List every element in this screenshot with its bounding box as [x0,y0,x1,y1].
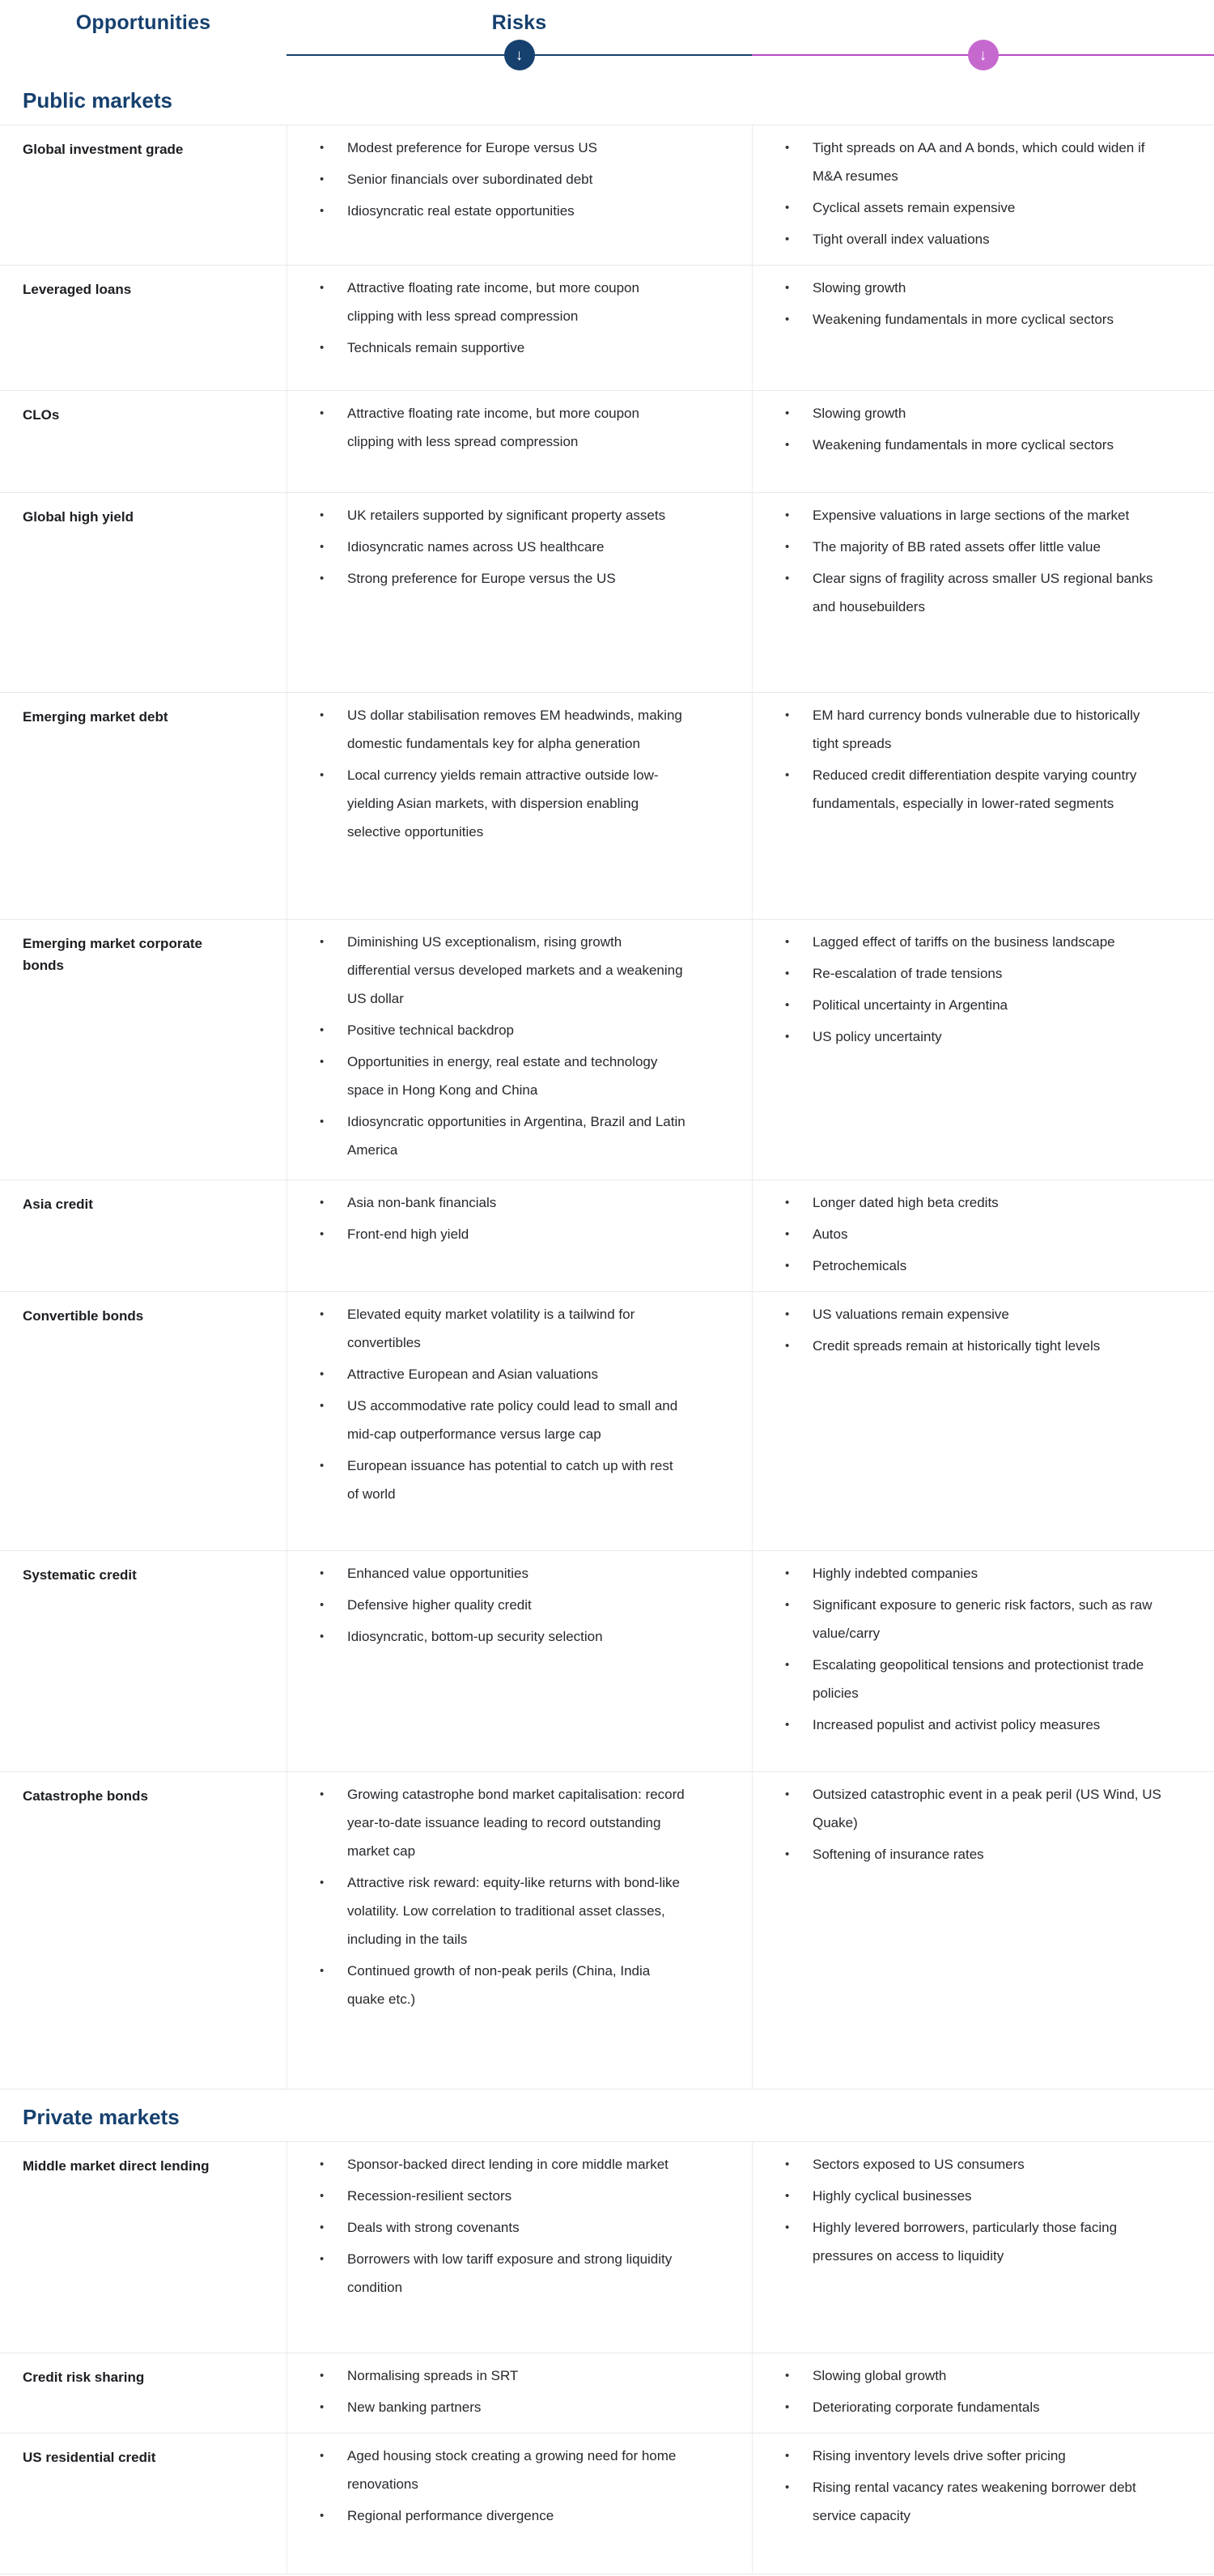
table-row-emerging-market-corporate-bonds [0,919,1214,1180]
bullet-dot-icon: • [320,508,325,522]
opportunities-bullet-item [287,1780,687,1865]
bullet-dot-icon: • [320,540,325,554]
row-label: Systematic credit [23,1567,137,1583]
bullet-dot-icon: • [785,201,790,215]
bullet-dot-icon: • [785,508,790,522]
risks-bullet-item [753,2442,1162,2470]
bullet-dot-icon: • [785,935,790,949]
opportunities-bullet-item [287,1188,687,1217]
opportunities-bullet-text: Idiosyncratic real estate opportunities [347,203,575,219]
risks-bullet-text: Highly cyclical businesses [813,2188,972,2204]
bullet-dot-icon: • [320,2400,325,2414]
header-spacer [752,8,1214,37]
table-row-convertible-bonds [0,1291,1214,1550]
risks-bullet-text: Credit spreads remain at historically tight levels [813,1338,1101,1354]
opportunities-bullet-item [287,701,687,758]
risks-bullet-item [753,1022,1162,1051]
bullet-dot-icon: • [785,1598,790,1612]
risks-bullet-text: Outsized catastrophic event in a peak peril (US Wind, US Quake) [813,1787,1161,1830]
bullet-dot-icon: • [785,1030,790,1044]
risks-bullet-text: The majority of BB rated assets offer little value [813,539,1101,555]
opportunities-bullet-text: US accommodative rate policy could lead to small and mid-cap outperformance versus large cap [347,1398,678,1442]
opportunities-bullet-text: Regional performance divergence [347,2508,554,2523]
bullet-dot-icon: • [785,1339,790,1353]
risks-bullet-item [753,991,1162,1019]
bullet-dot-icon: • [320,1023,325,1037]
opportunities-bullet-text: New banking partners [347,2400,482,2415]
opportunities-bullet-text: Opportunities in energy, real estate and technology space in Hong Kong and China [347,1054,658,1098]
opportunities-bullet-text: Attractive floating rate income, but more coupon clipping with less spread compression [347,406,639,449]
section-title: Public markets [23,88,172,113]
opportunities-bullet-item [287,761,687,846]
risks-bullet-item [753,761,1162,818]
risks-bullet-text: Deteriorating corporate fundamentals [813,2400,1040,2415]
opportunities-bullet-item [287,1300,687,1357]
opportunities-bullet-item [287,165,687,193]
bullet-dot-icon: • [320,1459,325,1473]
risks-bullet-item [753,501,1162,529]
bullet-dot-icon: • [785,572,790,585]
risks-bullet-text: Slowing growth [813,280,906,295]
column-header [0,0,1214,73]
opportunities-bullet-text: Idiosyncratic, bottom-up security selection [347,1629,603,1644]
bullet-dot-icon: • [320,935,325,949]
bullet-dot-icon: • [785,438,790,452]
opportunities-list [287,693,752,857]
risks-bullet-text: Reduced credit differentiation despite varying country fundamentals, especially in lower-rated segments [813,767,1137,811]
opportunities-bullet-item [287,1957,687,2013]
risks-bullet-text: Clear signs of fragility across smaller US regional banks and housebuilders [813,571,1153,614]
opportunities-bullet-text: Growing catastrophe bond market capitalisation: record year-to-date issuance leading to record outstanding market cap [347,1787,685,1859]
risks-bullet-text: EM hard currency bonds vulnerable due to historically tight spreads [813,708,1140,751]
risks-cell-middle-market-direct-lending [752,2142,1214,2353]
opportunities-bullet-item [287,1048,687,1104]
opportunities-bullet-item [287,1622,687,1651]
opportunities-bullet-text: Local currency yields remain attractive outside low-yielding Asian markets, with dispersion enabling selective opportunities [347,767,659,840]
risks-list [753,391,1214,470]
risks-bullet-text: Escalating geopolitical tensions and protectionist trade policies [813,1657,1144,1701]
table-row-systematic-credit [0,1550,1214,1771]
opportunities-cell-convertible-bonds [287,1292,752,1550]
bullet-dot-icon: • [785,2480,790,2494]
opportunities-bullet-item [287,928,687,1013]
markets-table [0,73,1214,2574]
risks-list [753,1292,1214,1371]
opportunities-bullet-text: Modest preference for Europe versus US [347,140,597,155]
opportunities-bullet-item [287,2182,687,2210]
risks-list [753,1772,1214,1880]
risks-cell-emerging-market-corporate-bonds [752,920,1214,1180]
table-row-global-high-yield [0,492,1214,692]
risks-bullet-item [753,1651,1162,1707]
section-title: Private markets [0,2089,1214,2141]
risks-bullet-item [753,1252,1162,1280]
risks-list [753,2353,1214,2433]
bullet-dot-icon: • [320,1307,325,1321]
opportunities-bullet-text: European issuance has potential to catch up with rest of world [347,1458,673,1502]
opportunities-column-title: Opportunities [75,11,211,34]
risks-bullet-text: Weakening fundamentals in more cyclical sectors [813,437,1114,453]
opportunities-bullet-text: Positive technical backdrop [347,1022,515,1038]
risks-bullet-item [753,2182,1162,2210]
opportunities-list [287,391,752,467]
risks-cell-global-high-yield [752,493,1214,692]
opportunities-bullet-text: Sponsor-backed direct lending in core middle market [347,2157,669,2172]
risks-list [753,1180,1214,1291]
opportunities-bullet-item [287,274,687,330]
risks-bullet-text: US valuations remain expensive [813,1307,1009,1322]
opportunities-bullet-text: Attractive risk reward: equity-like returns with bond-like volatility. Low correlation to traditional asset classes, including in the tails [347,1875,680,1947]
risks-bullet-text: Cyclical assets remain expensive [813,200,1016,215]
bullet-dot-icon: • [320,141,325,155]
risks-cell-clos [752,391,1214,492]
bullet-dot-icon: • [320,768,325,782]
opportunities-bullet-item [287,1220,687,1248]
risks-list [753,493,1214,632]
risks-bullet-item [753,2150,1162,2179]
row-label: CLOs [23,407,60,423]
bullet-dot-icon: • [785,2369,790,2383]
risks-bullet-text: Rising inventory levels drive softer pricing [813,2448,1066,2463]
opportunities-cell-us-residential-credit [287,2434,752,2574]
opportunities-bullet-item [287,501,687,529]
opportunities-bullet-item [287,1107,687,1164]
row-label: Middle market direct lending [23,2158,210,2174]
bullet-dot-icon: • [785,540,790,554]
opportunities-bullet-text: Asia non-bank financials [347,1195,497,1210]
risks-bullet-text: Sectors exposed to US consumers [813,2157,1025,2172]
opportunities-bullet-text: Deals with strong covenants [347,2220,520,2235]
bullet-dot-icon: • [785,1787,790,1801]
bullet-dot-icon: • [785,1259,790,1273]
risks-bullet-text: Expensive valuations in large sections of the market [813,508,1130,523]
bullet-dot-icon: • [320,2157,325,2171]
risks-bullet-text: Re-escalation of trade tensions [813,966,1003,981]
risks-bullet-text: US policy uncertainty [813,1029,942,1044]
row-label: Catastrophe bonds [23,1788,148,1804]
opportunities-bullet-item [287,334,687,362]
risks-cell-asia-credit [752,1180,1214,1291]
opportunities-cell-credit-risk-sharing [287,2353,752,2433]
risks-bullet-item [753,1300,1162,1328]
bullet-dot-icon: • [785,1196,790,1209]
table-row-global-investment-grade [0,125,1214,265]
bullet-dot-icon: • [785,2221,790,2234]
bullet-dot-icon: • [785,1307,790,1321]
opportunities-bullet-text: Idiosyncratic opportunities in Argentina, Brazil and Latin America [347,1114,686,1158]
risks-bullet-item [753,193,1162,222]
opportunities-bullet-text: Continued growth of non-peak perils (China, India quake etc.) [347,1963,651,2007]
risks-bullet-item [753,701,1162,758]
risks-cell-us-residential-credit [752,2434,1214,2574]
risks-bullet-text: Softening of insurance rates [813,1847,984,1862]
risks-cell-systematic-credit [752,1551,1214,1771]
risks-bullet-item [753,959,1162,988]
opportunities-bullet-text: Normalising spreads in SRT [347,2368,519,2383]
opportunities-bullet-text: Elevated equity market volatility is a tailwind for convertibles [347,1307,635,1350]
opportunities-bullet-text: Idiosyncratic names across US healthcare [347,539,605,555]
bullet-dot-icon: • [320,2252,325,2266]
opportunities-cell-asia-credit [287,1180,752,1291]
opportunities-bullet-text: Senior financials over subordinated debt [347,172,593,187]
bullet-dot-icon: • [785,1847,790,1861]
table-row-catastrophe-bonds [0,1771,1214,2089]
opportunities-bullet-text: Attractive floating rate income, but more coupon clipping with less spread compression [347,280,639,324]
row-label: Leveraged loans [23,282,132,297]
table-row-us-residential-credit [0,2433,1214,2574]
risks-bullet-text: Lagged effect of tariffs on the business landscape [813,934,1115,950]
risks-bullet-text: Slowing growth [813,406,906,421]
opportunities-bullet-item [287,1452,687,1508]
down-arrow-icon: ↓ [504,40,535,70]
bullet-dot-icon: • [320,2221,325,2234]
opportunities-bullet-text: Enhanced value opportunities [347,1566,528,1581]
opportunities-bullet-item [287,1868,687,1953]
risks-bullet-text: Highly levered borrowers, particularly those facing pressures on access to liquidity [813,2220,1118,2264]
opportunities-bullet-item [287,2442,687,2498]
bullet-dot-icon: • [320,572,325,585]
opportunities-list [287,1292,752,1520]
risks-bullet-item [753,1332,1162,1360]
opportunities-list [287,2353,752,2433]
risks-list [753,2142,1214,2281]
bullet-dot-icon: • [320,1964,325,1978]
risks-bullet-item [753,564,1162,621]
risks-bullet-item [753,1559,1162,1588]
bullet-dot-icon: • [785,406,790,420]
opportunities-bullet-item [287,2502,687,2530]
risks-list [753,2434,1214,2541]
opportunities-bullet-item [287,2150,687,2179]
opportunities-cell-middle-market-direct-lending [287,2142,752,2353]
down-arrow-icon: ↓ [968,40,999,70]
opportunities-bullet-item [287,1016,687,1044]
risks-bullet-item [753,225,1162,253]
risks-bullet-item [753,1220,1162,1248]
opportunities-bullet-item [287,2245,687,2302]
bullet-dot-icon: • [320,1115,325,1129]
opportunities-bullet-item [287,2393,687,2421]
opportunities-bullet-text: Technicals remain supportive [347,340,525,355]
risks-bullet-item [753,2393,1162,2421]
bullet-dot-icon: • [320,1399,325,1413]
table-row-asia-credit [0,1180,1214,1291]
bullet-dot-icon: • [320,708,325,722]
opportunities-divider [287,37,752,73]
opportunities-bullet-item [287,197,687,225]
row-label: Global investment grade [23,142,184,157]
risks-bullet-item [753,1188,1162,1217]
risks-list [753,125,1214,265]
bullet-dot-icon: • [320,1367,325,1381]
risks-bullet-item [753,1840,1162,1868]
risks-cell-convertible-bonds [752,1292,1214,1550]
risks-bullet-item [753,533,1162,561]
bullet-dot-icon: • [785,2157,790,2171]
risks-bullet-text: Increased populist and activist policy measures [813,1717,1101,1732]
opportunities-list [287,2434,752,2541]
risks-bullet-text: Autos [813,1226,848,1242]
opportunities-cell-clos [287,391,752,492]
opportunities-cell-emerging-market-corporate-bonds [287,920,752,1180]
opportunities-cell-global-high-yield [287,493,752,692]
risks-bullet-item [753,2361,1162,2390]
risks-bullet-item [753,1591,1162,1647]
row-label: Emerging market corporate bonds [23,936,203,973]
bullet-dot-icon: • [785,281,790,295]
bullet-dot-icon: • [320,1876,325,1889]
bullet-dot-icon: • [320,2189,325,2203]
opportunities-list [287,266,752,373]
risks-bullet-text: Rising rental vacancy rates weakening borrower debt service capacity [813,2480,1136,2523]
opportunities-bullet-item [287,2213,687,2242]
opportunities-bullet-item [287,399,687,456]
risks-column-title: Risks [491,11,547,34]
row-label: Asia credit [23,1197,93,1212]
risks-bullet-text: Tight overall index valuations [813,232,990,247]
opportunities-bullet-text: Strong preference for Europe versus the US [347,571,616,586]
opportunities-list [287,125,752,236]
table-row-leveraged-loans [0,265,1214,390]
opportunities-list [287,493,752,604]
bullet-dot-icon: • [320,1630,325,1643]
bullet-dot-icon: • [785,2400,790,2414]
bullet-dot-icon: • [320,2449,325,2463]
risks-bullet-item [753,431,1162,459]
opportunities-bullet-text: UK retailers supported by significant property assets [347,508,666,523]
bullet-dot-icon: • [320,1598,325,1612]
bullet-dot-icon: • [785,1718,790,1732]
risks-bullet-item [753,928,1162,956]
risks-bullet-text: Petrochemicals [813,1258,907,1273]
opportunities-bullet-item [287,1392,687,1448]
bullet-dot-icon: • [320,2509,325,2523]
risks-bullet-item [753,305,1162,334]
bullet-dot-icon: • [320,1055,325,1069]
bullet-dot-icon: • [320,204,325,218]
bullet-dot-icon: • [785,232,790,246]
opportunities-bullet-text: Defensive higher quality credit [347,1597,532,1613]
risks-cell-emerging-market-debt [752,693,1214,919]
opportunities-list [287,920,752,1175]
opportunities-cell-systematic-credit [287,1551,752,1771]
opportunities-bullet-item [287,1559,687,1588]
risks-bullet-text: Tight spreads on AA and A bonds, which could widen if M&A resumes [813,140,1145,184]
opportunities-cell-leveraged-loans [287,266,752,390]
bullet-dot-icon: • [320,1566,325,1580]
table-row-middle-market-direct-lending [0,2141,1214,2353]
opportunities-list [287,1551,752,1662]
row-label: Convertible bonds [23,1308,144,1324]
risks-bullet-text: Political uncertainty in Argentina [813,997,1008,1013]
risks-bullet-text: Weakening fundamentals in more cyclical sectors [813,312,1114,327]
opportunities-bullet-text: Aged housing stock creating a growing need for home renovations [347,2448,677,2492]
opportunities-bullet-text: Diminishing US exceptionalism, rising growth differential versus developed markets and a weakening US dollar [347,934,683,1006]
risks-bullet-item [753,274,1162,302]
risks-bullet-item [753,134,1162,190]
opportunities-list [287,2142,752,2313]
risks-bullet-item [753,2473,1162,2530]
bullet-dot-icon: • [785,2449,790,2463]
bullet-dot-icon: • [785,1658,790,1672]
bullet-dot-icon: • [320,2369,325,2383]
risks-bullet-item [753,1780,1162,1837]
bullet-dot-icon: • [320,1196,325,1209]
risks-list [753,693,1214,829]
bullet-dot-icon: • [320,172,325,186]
opportunities-bullet-text: Front-end high yield [347,1226,469,1242]
bullet-dot-icon: • [785,1566,790,1580]
opportunities-cell-emerging-market-debt [287,693,752,919]
row-label: Emerging market debt [23,709,168,725]
bullet-dot-icon: • [320,406,325,420]
risks-cell-leveraged-loans [752,266,1214,390]
bullet-dot-icon: • [785,768,790,782]
bullet-dot-icon: • [785,708,790,722]
risks-bullet-text: Longer dated high beta credits [813,1195,999,1210]
opportunities-bullet-item [287,533,687,561]
risks-bullet-text: Significant exposure to generic risk factors, such as raw value/carry [813,1597,1152,1641]
opportunities-bullet-item [287,1360,687,1388]
risks-list [753,266,1214,345]
risks-bullet-item [753,2213,1162,2270]
opportunities-cell-catastrophe-bonds [287,1772,752,2089]
risks-bullet-text: Highly indebted companies [813,1566,978,1581]
opportunities-cell-global-investment-grade [287,125,752,265]
bullet-dot-icon: • [320,341,325,355]
risks-list [753,920,1214,1062]
bullet-dot-icon: • [785,998,790,1012]
table-row-credit-risk-sharing [0,2353,1214,2433]
risks-list [753,1551,1214,1750]
row-label: Credit risk sharing [23,2370,145,2385]
bullet-dot-icon: • [785,312,790,326]
opportunities-bullet-text: US dollar stabilisation removes EM headwinds, making domestic fundamentals key for alpha generation [347,708,682,751]
opportunities-bullet-item [287,2361,687,2390]
bullet-dot-icon: • [320,1227,325,1241]
risks-bullet-item [753,1711,1162,1739]
row-label: US residential credit [23,2450,156,2465]
risks-bullet-text: Slowing global growth [813,2368,947,2383]
opportunities-bullet-item [287,134,687,162]
bullet-dot-icon: • [785,967,790,980]
risks-cell-credit-risk-sharing [752,2353,1214,2433]
opportunities-list [287,1772,752,2025]
risks-cell-catastrophe-bonds [752,1772,1214,2089]
opportunities-bullet-text: Attractive European and Asian valuations [347,1367,598,1382]
risks-divider [752,37,1214,73]
table-row-clos [0,390,1214,492]
bullet-dot-icon: • [320,1787,325,1801]
row-label: Global high yield [23,509,134,525]
bullet-dot-icon: • [320,281,325,295]
opportunities-list [287,1180,752,1260]
risks-bullet-item [753,399,1162,427]
bullet-dot-icon: • [785,141,790,155]
opportunities-bullet-item [287,564,687,593]
opportunities-bullet-item [287,1591,687,1619]
header-spacer [0,37,287,73]
bullet-dot-icon: • [785,1227,790,1241]
table-row-emerging-market-debt [0,692,1214,919]
opportunities-bullet-text: Borrowers with low tariff exposure and strong liquidity condition [347,2251,673,2295]
bullet-dot-icon: • [785,2189,790,2203]
opportunities-bullet-text: Recession-resilient sectors [347,2188,512,2204]
risks-cell-global-investment-grade [752,125,1214,265]
